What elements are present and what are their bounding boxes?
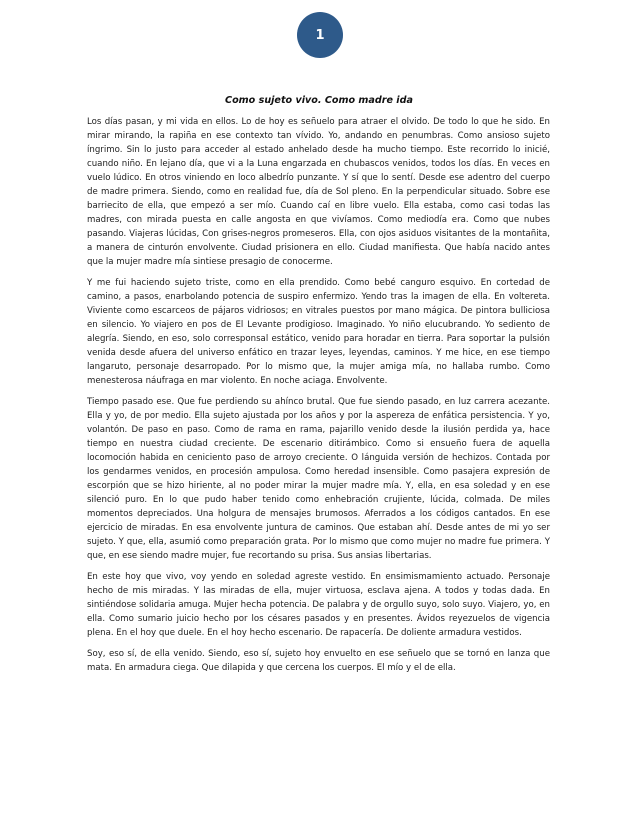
- document-body: [87, 115, 550, 682]
- page-number: 1: [315, 27, 325, 43]
- paragraph-5: Soy, eso sí, de ella venido. Siendo, eso sí, sujeto hoy envuelto en ese señuelo que se tornó en lanza que mata. En armadura ciega. Que dilapida y que cercena los cuerpos. El mío y el de ella.: [87, 649, 550, 673]
- paragraph-2: Y me fui haciendo sujeto triste, como en ella prendido. Como bebé canguro esquivo. En cortedad de camino, a pasos, enarbolando potencia de suspiro enfermizo. Yendo tras la imagen de ella. En voltereta. Viviente como escarceos de pájaros vidriosos; en vitrales puestos por mano mágica. De pintora bulliciosa en silencio. Yo viajero en pos de El Levante prodigioso. Imaginado. Yo niño elucubrando. Yo sediento de alegría. Siendo, en eso, solo corresponsal estático, venido para horadar en tierra. Para soportar la pulsión venida desde afuera del universo enfático en trazar leyes, leyendas, caminos. Y me hice, en ese tiempo langaruto, personaje desarropado. Por lo mismo que, la mujer amiga mía, no hallaba rumbo. Como menesterosa náufraga en mar violento. En noche aciaga. Envolvente.: [87, 278, 550, 386]
- paragraph-3: Tiempo pasado ese. Que fue perdiendo su ahínco brutal. Que fue siendo pasado, en luz carrera acezante. Ella y yo, de por medio. Ella sujeto ajustada por los años y por la aspereza de enfática persistencia. Y yo, volantón. De paso en paso. Como de rama en rama, pajarillo venido desde la ilusión perdida ya, hace tiempo en nuestra ciudad creciente. De escenario ditirámbico. Como si ensueño fuera de aquella locomoción habida en ceniciento paso de arroyo creciente. O lánguida versión de hechizos. Contada por los gendarmes venidos, en procesión ampulosa. Como heredad insensible. Como pasajera expresión de escorpión que se hizo hiriente, al no poder mirar la mujer madre mía. Y, ella, en esa soledad y en ese silenció puro. En lo que pudo haber tenido como enhebración crujiente, lúcida, colmada. De miles momentos depreciados. Una holgura de mensajes brumosos. Aferrados a los códigos cantados. En ese ejercicio de miradas. En esa envolvente juntura de caminos. Que estaban ahí. Desde antes de mi yo ser sujeto. Y que, ella, asumió como preparación grata. Por lo mismo que como mujer no madre fue primera. Y que, en ese siendo madre mujer, fue recortando su prisa. Sus ansias libertarias.: [87, 397, 550, 561]
- paragraph-1: Los días pasan, y mi vida en ellos. Lo de hoy es señuelo para atraer el olvido. De todo lo que he sido. En mirar mirando, la rapiña en ese contexto tan vívido. Yo, andando en penumbras. Como ansioso sujeto íngrimo. Sin lo justo para acceder al estado anhelado desde ha mucho tiempo. Este recorrido lo inicié, cuando niño. En lejano día, que vi a la Luna engarzada en chubascos venidos, todos los días. En veces en vuelo lúdico. En otros viniendo en loco albedrío punzante. Y sí que lo sentí. Desde ese adentro del cuerpo de madre primera. Siendo, como en realidad fue, día de Sol pleno. En la perpendicular situado. Sobre ese barriecito de ella, que empezó a ser mío. Cuando caí en libre vuelo. Ella estaba, como casi todas las madres, con mirada puesta en calle angosta en que vivíamos. Como mediodía era. Como que nubes pasando. Viajeras lúcidas, Con grises-negros promeseros. Ella, con ojos asiduos visitantes de la montañita, a manera de cinturón envolvente. Ciudad prisionera en ello. Ciudad manifiesta. Que había nacido antes que la mujer madre mía sintiese presagio de conocerme.: [87, 117, 550, 267]
- document-title: Como sujeto vivo. Como madre ida: [225, 95, 413, 106]
- page-number-badge: [297, 12, 343, 58]
- paragraph-4: En este hoy que vivo, voy yendo en soledad agreste vestido. En ensimismamiento actuado. Personaje hecho de mis miradas. Y las miradas de ella, mujer virtuosa, esclava ajena. A todos y todas dada. En sintiéndose solidaria amuga. Mujer hecha potencia. De palabra y de orgullo suyo, solo suyo. Viajero, yo, en ella. Como sumario juicio hecho por los césares pasados y en presentes. Ávidos reyezuelos de vigencia plena. En el hoy que duele. En el hoy hecho escenario. De rapacería. De doliente armadura vestidos.: [87, 572, 550, 638]
